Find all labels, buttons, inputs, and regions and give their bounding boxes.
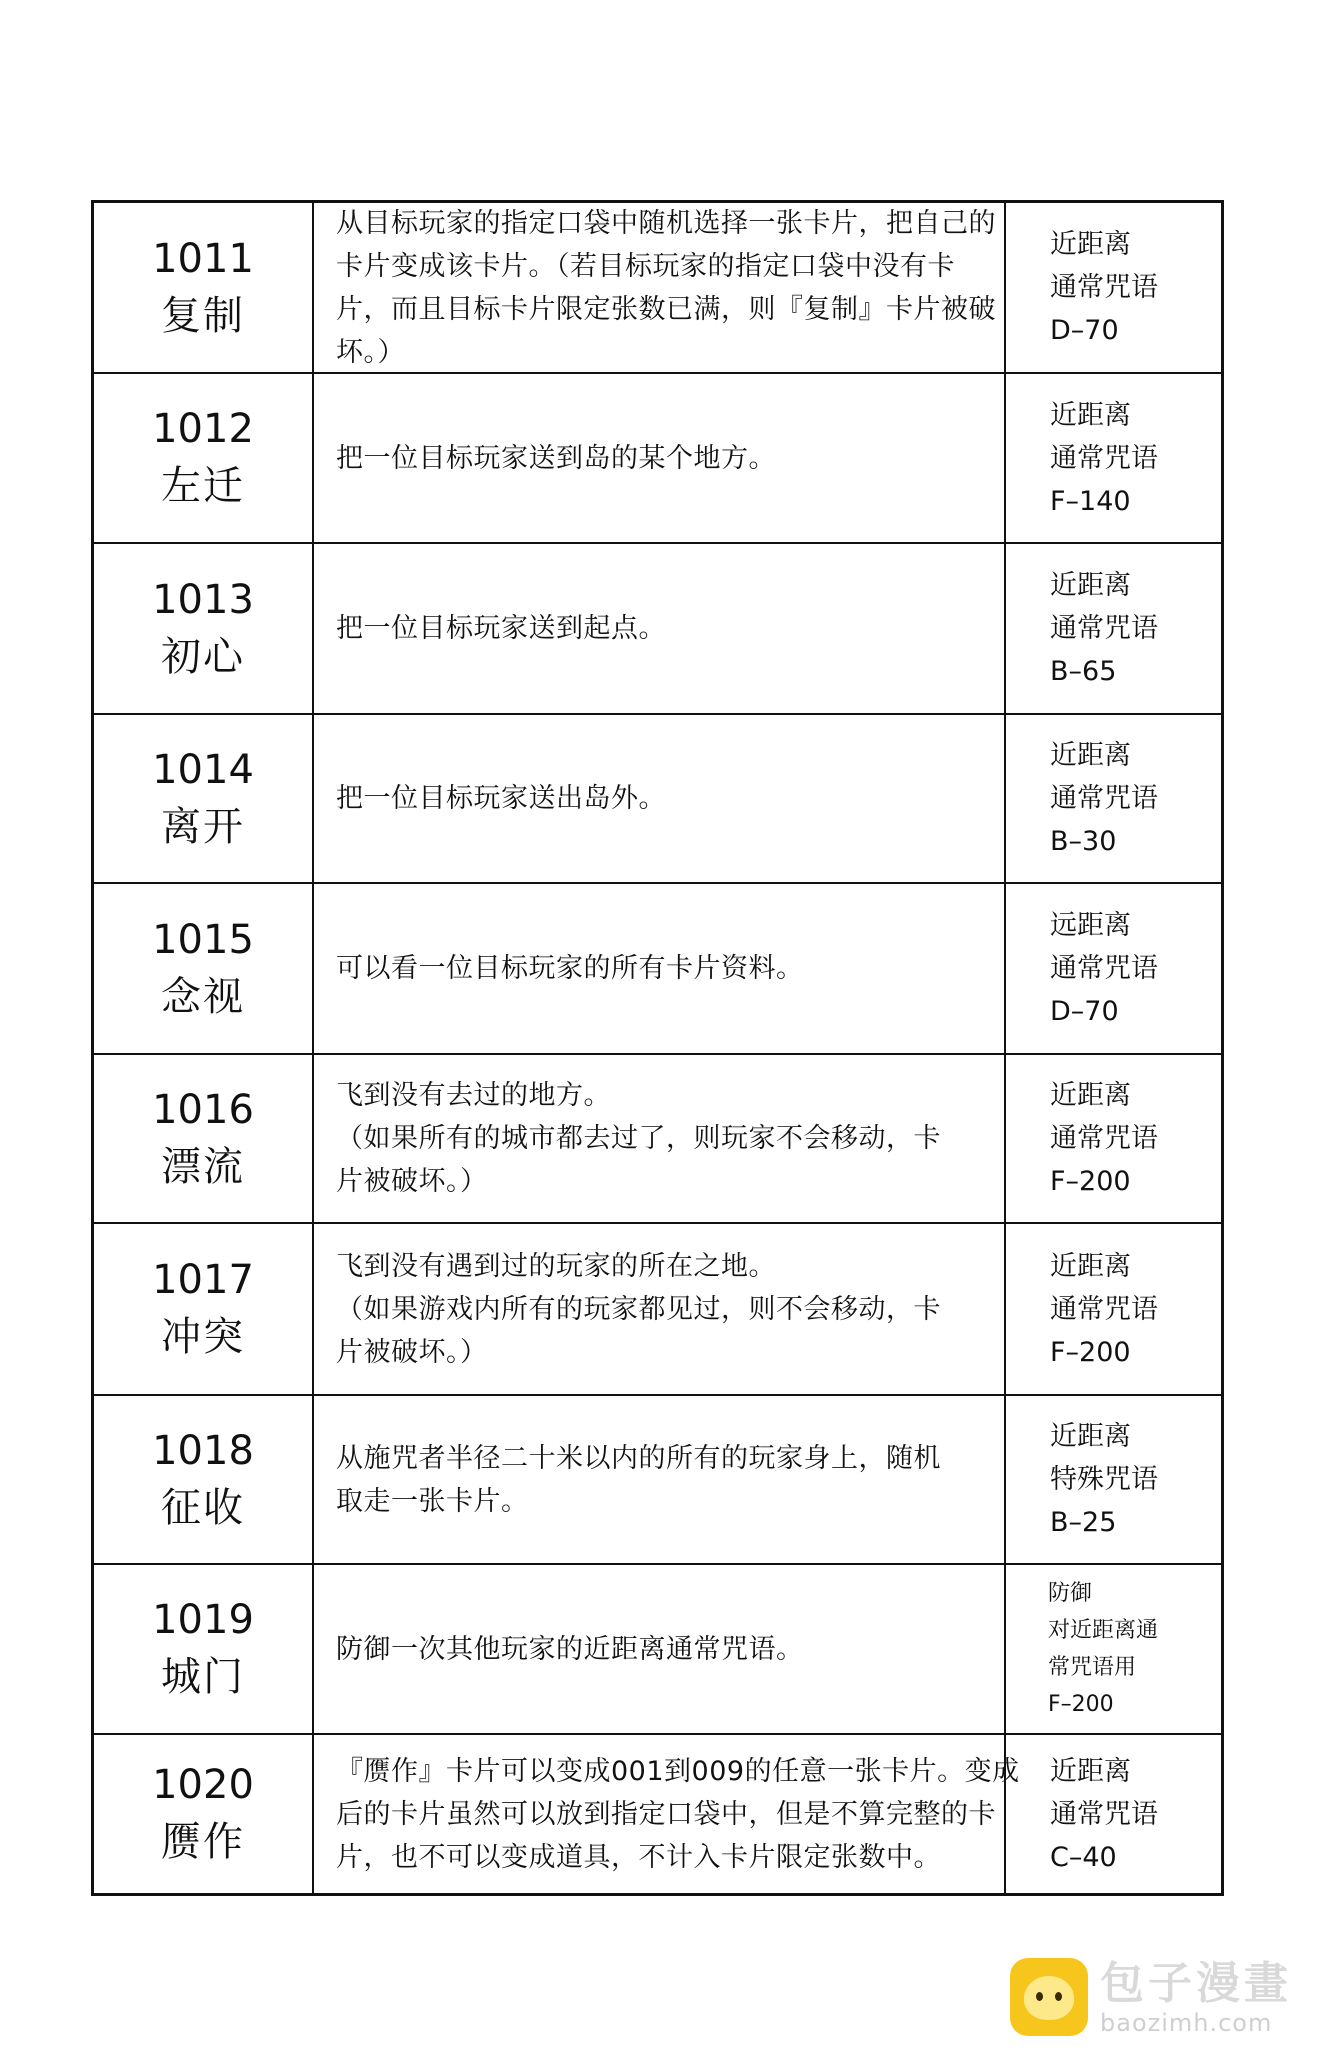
card-row (94, 1735, 1221, 1893)
card-name: 征收 (161, 1484, 245, 1531)
type-line: 特殊咒语 (1050, 1464, 1158, 1495)
card-number: 1012 (152, 406, 254, 452)
description-line: 片被破坏。） (336, 1336, 488, 1368)
description-line: 片被破坏。） (336, 1166, 488, 1197)
card-number: 1013 (152, 576, 254, 623)
type-line: B–25 (1050, 1507, 1117, 1538)
card-type (1006, 1224, 1221, 1394)
type-line: 通常咒语 (1050, 272, 1158, 303)
description-line: （如果游戏内所有的玩家都见过，则不会移动，卡 (336, 1293, 941, 1325)
description-line: （如果所有的城市都去过了，则玩家不会移动，卡 (336, 1123, 941, 1154)
card-type (1006, 1396, 1221, 1563)
watermark-title: 包子漫畫 (1100, 1958, 1292, 2009)
card-number: 1011 (152, 235, 254, 282)
card-description (314, 715, 1006, 882)
card-name: 左迁 (161, 463, 245, 509)
description-line: 把一位目标玩家送到起点。 (336, 613, 666, 644)
type-line: 近距离 (1050, 1080, 1131, 1111)
type-line: D–70 (1050, 996, 1119, 1027)
card-type (1006, 884, 1221, 1053)
type-line: F–200 (1048, 1692, 1114, 1717)
description-line: 把一位目标玩家送到岛的某个地方。 (336, 442, 776, 474)
card-row (94, 1396, 1221, 1565)
card-type (1006, 1565, 1221, 1733)
card-type (1006, 1735, 1221, 1893)
description-line: 飞到没有去过的地方。 (336, 1080, 611, 1111)
type-line: 近距离 (1050, 1250, 1131, 1282)
card-name: 漂流 (161, 1143, 245, 1190)
description-line: 防御一次其他玩家的近距离通常咒语。 (336, 1633, 804, 1665)
card-name: 冲突 (161, 1314, 245, 1360)
type-line: B–65 (1050, 656, 1117, 687)
description-line: 片，也不可以变成道具，不计入卡片限定张数中。 (336, 1841, 941, 1873)
type-line: 通常咒语 (1050, 1798, 1158, 1830)
card-description (314, 884, 1006, 1053)
description-line: 飞到没有遇到过的玩家的所在之地。 (336, 1250, 776, 1282)
type-line: F–140 (1050, 485, 1131, 517)
card-number: 1020 (152, 1762, 254, 1808)
card-row (94, 884, 1221, 1055)
card-name: 念视 (161, 973, 245, 1020)
card-type (1006, 374, 1221, 542)
description-line: 取走一张卡片。 (336, 1485, 529, 1517)
card-table (91, 200, 1224, 1896)
card-row (94, 715, 1221, 884)
type-line: 通常咒语 (1050, 1123, 1158, 1154)
card-id-cell (94, 374, 314, 542)
card-id-cell (94, 715, 314, 882)
type-line: 常咒语用 (1048, 1655, 1137, 1680)
card-number: 1014 (152, 746, 254, 793)
card-id-cell (94, 203, 314, 372)
type-line: 近距离 (1050, 229, 1131, 260)
type-line: 通常咒语 (1050, 613, 1158, 644)
card-type (1006, 715, 1221, 882)
description-line: 从施咒者半径二十米以内的所有的玩家身上，随机 (336, 1442, 941, 1474)
card-description (314, 374, 1006, 542)
card-number: 1017 (152, 1257, 254, 1303)
card-row (94, 374, 1221, 544)
type-line: B–30 (1050, 826, 1117, 857)
card-description (314, 1565, 1006, 1733)
card-name: 复制 (161, 292, 245, 339)
card-row (94, 1565, 1221, 1735)
type-line: 通常咒语 (1050, 783, 1158, 814)
description-line: 把一位目标玩家送出岛外。 (336, 783, 666, 814)
card-id-cell (94, 544, 314, 713)
type-line: 通常咒语 (1050, 953, 1158, 984)
card-id-cell (94, 1735, 314, 1893)
card-number: 1015 (152, 916, 254, 963)
type-line: 近距离 (1050, 399, 1131, 431)
card-description (314, 203, 1006, 372)
card-number: 1018 (152, 1427, 254, 1474)
card-description (314, 1055, 1006, 1222)
card-row (94, 1224, 1221, 1396)
card-id-cell (94, 1055, 314, 1222)
card-number: 1019 (152, 1597, 254, 1643)
card-id-cell (94, 1396, 314, 1563)
type-line: F–200 (1050, 1166, 1131, 1197)
card-description (314, 544, 1006, 713)
description-line: 坏。） (336, 336, 405, 368)
description-line: 后的卡片虽然可以放到指定口袋中，但是不算完整的卡 (336, 1798, 996, 1830)
card-number: 1016 (152, 1086, 254, 1133)
card-name: 离开 (161, 803, 245, 850)
card-description (314, 1396, 1006, 1563)
card-name: 城门 (161, 1654, 245, 1700)
card-description (314, 1735, 1020, 1893)
description-line: 片，而且目标卡片限定张数已满，则『复制』卡片被破 (336, 293, 996, 325)
type-line: 近距离 (1050, 1421, 1131, 1452)
card-row (94, 544, 1221, 715)
card-row (94, 1055, 1221, 1224)
card-type (1006, 203, 1221, 372)
card-id-cell (94, 1224, 314, 1394)
card-id-cell (94, 1565, 314, 1733)
card-name: 赝作 (161, 1819, 245, 1865)
type-line: 近距离 (1050, 1755, 1131, 1787)
type-line: C–40 (1050, 1841, 1117, 1873)
type-line: D–70 (1050, 315, 1119, 346)
type-line: 近距离 (1050, 570, 1131, 601)
card-type (1006, 544, 1221, 713)
card-row (94, 203, 1221, 374)
type-line: 通常咒语 (1050, 1293, 1158, 1325)
description-line: 从目标玩家的指定口袋中随机选择一张卡片，把自己的 (336, 207, 996, 239)
type-line: 近距离 (1050, 740, 1131, 771)
type-line: 防御 (1048, 1581, 1093, 1606)
type-line: 对近距离通 (1048, 1618, 1159, 1643)
bun-logo-icon (1010, 1958, 1088, 2036)
card-type (1006, 1055, 1221, 1222)
watermark-url: baozimh.com (1100, 2009, 1273, 2037)
description-line: 『赝作』卡片可以变成001到009的任意一张卡片。变成 (336, 1755, 1020, 1787)
watermark (1010, 1958, 1292, 2036)
description-line: 可以看一位目标玩家的所有卡片资料。 (336, 953, 804, 984)
card-id-cell (94, 884, 314, 1053)
card-description (314, 1224, 1006, 1394)
type-line: F–200 (1050, 1336, 1131, 1368)
description-line: 卡片变成该卡片。（若目标玩家的指定口袋中没有卡 (336, 250, 955, 282)
card-name: 初心 (161, 633, 245, 680)
type-line: 远距离 (1050, 910, 1131, 941)
type-line: 通常咒语 (1050, 442, 1158, 474)
